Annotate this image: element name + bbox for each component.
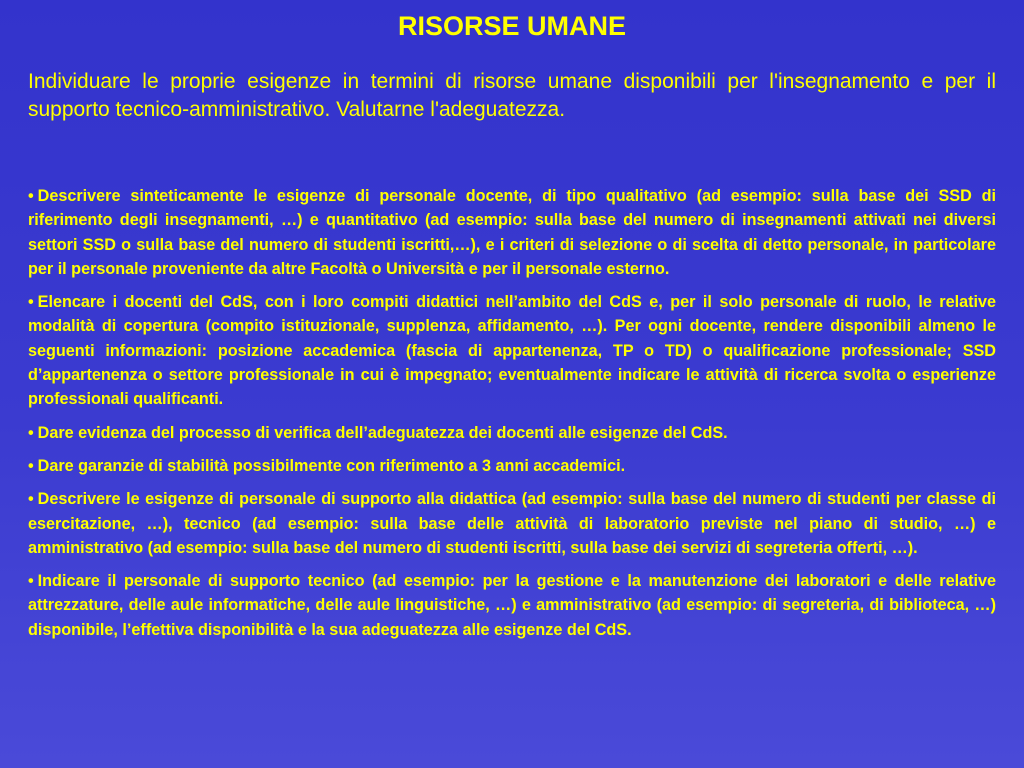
- bullet-item: [28, 487, 996, 560]
- bullet-item: [28, 569, 996, 642]
- bullet-text: Dare evidenza del processo di verifica dell’adeguatezza dei docenti alle esigenze del CdS.: [37, 423, 728, 442]
- bullet-item: [28, 184, 996, 281]
- bullet-text: Dare garanzie di stabilità possibilmente con riferimento a 3 anni accademici.: [37, 456, 626, 475]
- bullet-mark: •: [28, 456, 34, 475]
- bullet-item: [28, 421, 996, 445]
- bullet-item: [28, 454, 996, 478]
- bullet-mark: •: [28, 572, 34, 591]
- bullet-text: Elencare i docenti del CdS, con i loro compiti didattici nell’ambito del CdS e, per il solo personale di ruolo, le relative modalità di copertura (compito istituzionale, supplenza, affidamento, …). Per ogni docente, rendere disponibili almeno le seguenti informazioni: posizione accademica (fascia di appartenenza, TP o TD) o qualificazione professionale; SSD d’appartenenza o settore professionale in cui è impegnato; eventualmente indicare le attività di ricerca svolta o esperienze professionali qualificanti.: [28, 293, 996, 409]
- bullet-mark: •: [28, 490, 34, 509]
- bullet-mark: •: [28, 293, 34, 312]
- bullet-item: [28, 290, 996, 411]
- bullet-text: Descrivere le esigenze di personale di supporto alla didattica (ad esempio: sulla base del numero di studenti per classe di esercitazione, …), tecnico (ad esempio: sulla base delle attività di laboratorio previste nel piano di studio, …) e amministrativo (ad esempio: sulla base del numero di studenti iscritti, sulla base dei servizi di segreteria offerti, …).: [28, 490, 996, 557]
- slide-intro: Individuare le proprie esigenze in termini di risorse umane disponibili per l'insegnamento e per il supporto tecnico-amministrativo. Valutarne l'adeguatezza.: [28, 70, 996, 121]
- bullet-mark: •: [28, 187, 34, 205]
- slide-title: RISORSE UMANE: [397, 11, 627, 41]
- bullet-text: Descrivere sinteticamente le esigenze di personale docente, di tipo qualitativo (ad esempio: sulla base dei SSD di riferimento degli insegnamenti, …) e quantitativo (ad esempio: sulla base del numero di insegnamenti attivati nei diversi settori SSD o sulla base del numero di studenti iscritti,…), e i criteri di selezione o di scelta di detto personale, in particolare per il personale proveniente da altre Facoltà o Università e per il personale esterno.: [28, 187, 996, 278]
- bullet-text: Indicare il personale di supporto tecnico (ad esempio: per la gestione e la manutenzione dei laboratori e delle relative attrezzature, delle aule informatiche, delle aule linguistiche, …) e amministrativo (ad esempio: di segreteria, di biblioteca, …) disponibile, l’effettiva disponibilità e la sua adeguatezza alle esigenze del CdS.: [28, 572, 996, 639]
- bullet-mark: •: [28, 423, 34, 442]
- bullet-list: [28, 184, 996, 651]
